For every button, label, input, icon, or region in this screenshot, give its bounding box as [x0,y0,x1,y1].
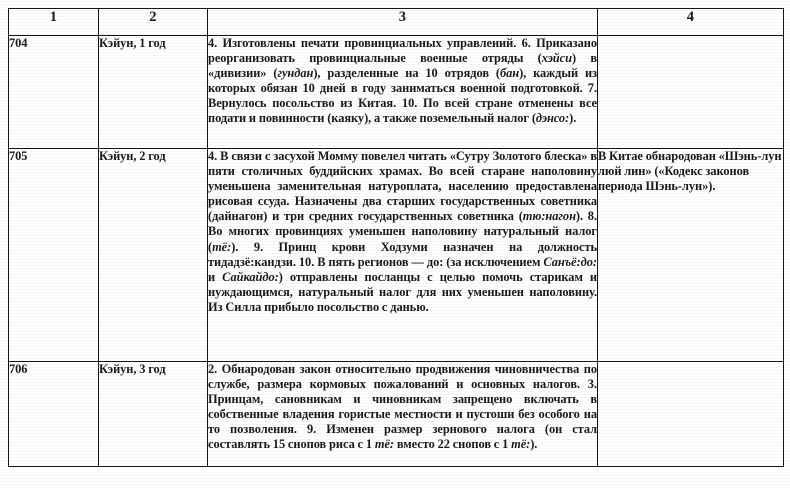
column-header-3: 3 [208,9,598,36]
chronology-table [8,8,784,467]
table-row [9,36,784,149]
table-header [9,9,784,36]
table-row [9,149,784,362]
cell-events: 4. В связи с засухой Момму повелел читать «Сутру Золотого блеска» в пяти столичных буддийских храмах. Во всей старане наполовину уменьшена заменительная натуроплата, населению предоставлена рисовая ссуда. Назначены два старших государственных советника (дайнагон) и три средних государственных советника (тю:нагон). 8. Во многих провинциях уменьшен наполовину натуральный налог (тё:). 9. Принц крови Ходзуми назначен на должность тидадзё:кандзи. 10. В пять регионов — до: (за исключением Санъё:до: и Сайкайдо:) отправлены посланцы с целью помочь старикам и нуждающимся, натуральный налог для них уменьшен наполовину. Из Силла прибыло посольство с данью. [208,149,598,362]
column-header-1: 1 [9,9,99,36]
cell-notes [598,36,784,149]
table-row [9,362,784,467]
cell-year: 705 [9,149,99,362]
cell-events: 2. Обнародован закон относительно продвижения чиновничества по службе, размера кормовых пожалований и основных налогов. 3. Принцам, сановникам и чиновникам запрещено включать в собственные владения гористые местности и пустоши без особого на то позволения. 9. Изменен размер зернового налога (он стал составлять 15 снопов риса с 1 тё: вместо 22 снопов с 1 тё:). [208,362,598,467]
cell-notes [598,362,784,467]
cell-year: 704 [9,36,99,149]
cell-era: Кэйун, 1 год [99,36,208,149]
column-header-4: 4 [598,9,784,36]
cell-year: 706 [9,362,99,467]
table-body [9,36,784,467]
cell-events: 4. Изготовлены печати провинциальных управлений. 6. Приказано реорганизовать провинциальные военные отряды (хэйси) в «дивизии» (гундан), разделенные на 10 отрядов (бан), каждый из которых обязан 10 дней в году заниматься военной подготовкой. 7. Вернулось посольство из Китая. 10. По всей стране отменены все подати и повинности (каяку), а также поземельный налог (дэнсо:). [208,36,598,149]
cell-era: Кэйун, 2 год [99,149,208,362]
cell-era: Кэйун, 3 год [99,362,208,467]
column-header-2: 2 [99,9,208,36]
table-header-row [9,9,784,36]
cell-notes: В Китае обнародован «Шэнь-лун люй лин» («Кодекс законов периода Шэнь-лун»). [598,149,784,362]
